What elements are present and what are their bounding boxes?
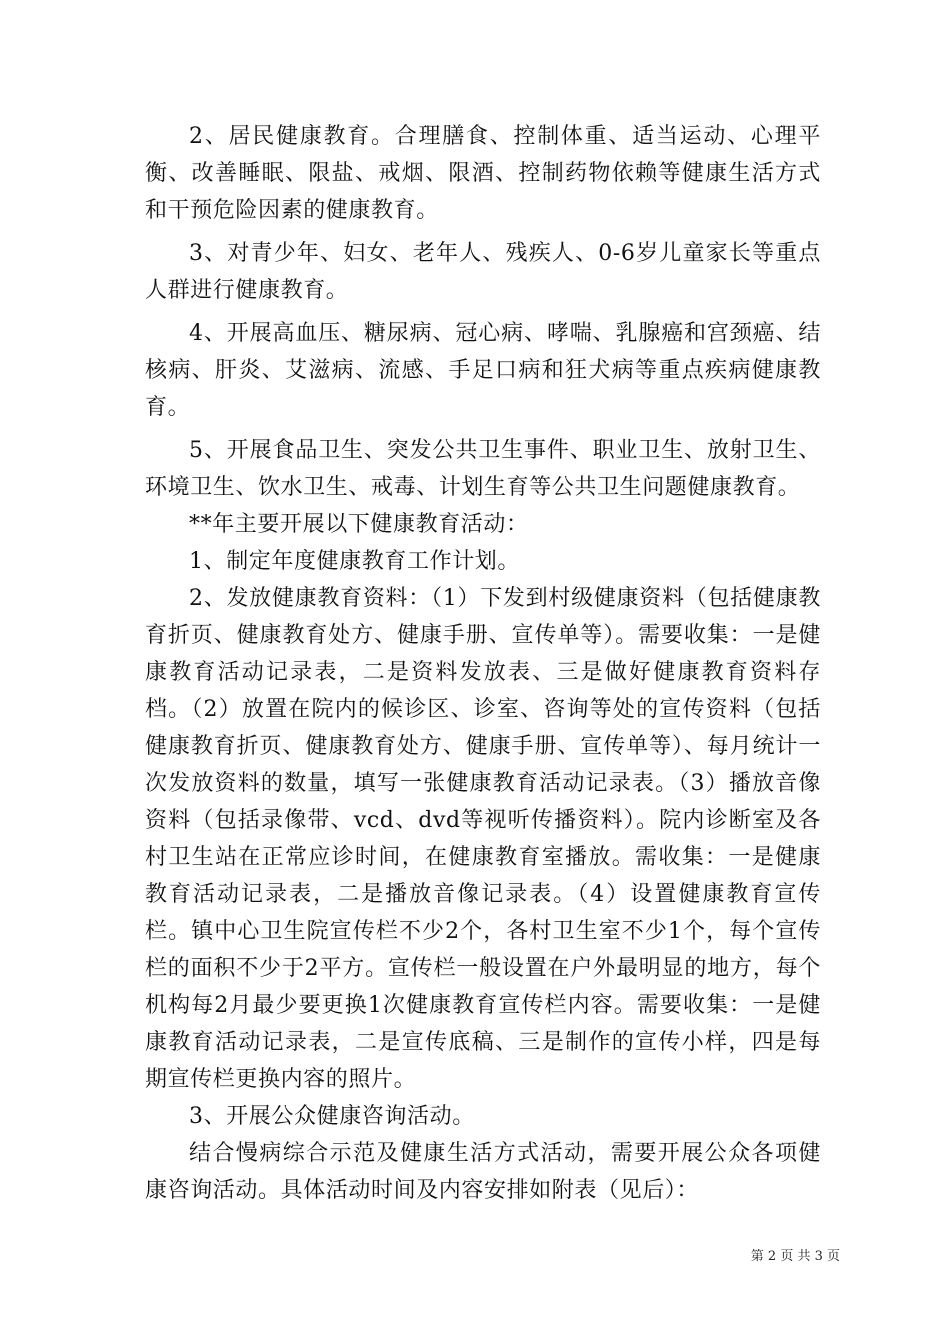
paragraph-public-health-issues: 5、开展食品卫生、突发公共卫生事件、职业卫生、放射卫生、环境卫生、饮水卫生、戒毒、计划生育等公共卫生问题健康教育。 xyxy=(145,438,821,500)
paragraph-annual-plan: 1、制定年度健康教育工作计划。 xyxy=(189,549,520,574)
document-body xyxy=(145,118,821,1209)
paragraph-key-diseases: 4、开展高血压、糖尿病、冠心病、哮喘、乳腺癌和宫颈癌、结核病、肝炎、艾滋病、流感、手足口病和狂犬病等重点疾病健康教育。 xyxy=(145,321,821,420)
paragraph-resident-health-education: 2、居民健康教育。合理膳食、控制体重、适当运动、心理平衡、改善睡眠、限盐、戒烟、限酒、控制药物依赖等健康生活方式和干预危险因素的健康教育。 xyxy=(145,124,821,223)
paragraph-distribute-materials: 2、发放健康教育资料：（1）下发到村级健康资料（包括健康教育折页、健康教育处方、健康手册、宣传单等）。需要收集：一是健康教育活动记录表，二是资料发放表、三是做好健康教育资料存档。（2）放置在院内的候诊区、诊室、咨询等处的宣传资料（包括健康教育折页、健康教育处方、健康手册、宣传单等）、每月统计一次发放资料的数量，填写一张健康教育活动记录表。（3）播放音像资料（包括录像带、vcd、dvd等视听传播资料）。院内诊断室及各村卫生站在正常应诊时间，在健康教育室播放。需收集：一是健康教育活动记录表，二是播放音像记录表。（4）设置健康教育宣传栏。镇中心卫生院宣传栏不少2个，各村卫生室不少1个，每个宣传栏的面积不少于2平方。宣传栏一般设置在户外最明显的地方，每个机构每2月最少要更换1次健康教育宣传栏内容。需要收集：一是健康教育活动记录表，二是宣传底稿、三是制作的宣传小样，四是每期宣传栏更换内容的照片。 xyxy=(145,586,821,1092)
paragraph-annual-activities-intro: **年主要开展以下健康教育活动： xyxy=(189,512,529,537)
paragraph-public-consultation: 3、开展公众健康咨询活动。 xyxy=(189,1104,475,1129)
paragraph-key-populations: 3、对青少年、妇女、老年人、残疾人、0-6岁儿童家长等重点人群进行健康教育。 xyxy=(145,241,821,303)
paragraph-consultation-schedule: 结合慢病综合示范及健康生活方式活动，需要开展公众各项健康咨询活动。具体活动时间及内容安排如附表（见后）： xyxy=(145,1141,821,1203)
page-number-footer: 第 2 页 共 3 页 xyxy=(750,1249,840,1264)
